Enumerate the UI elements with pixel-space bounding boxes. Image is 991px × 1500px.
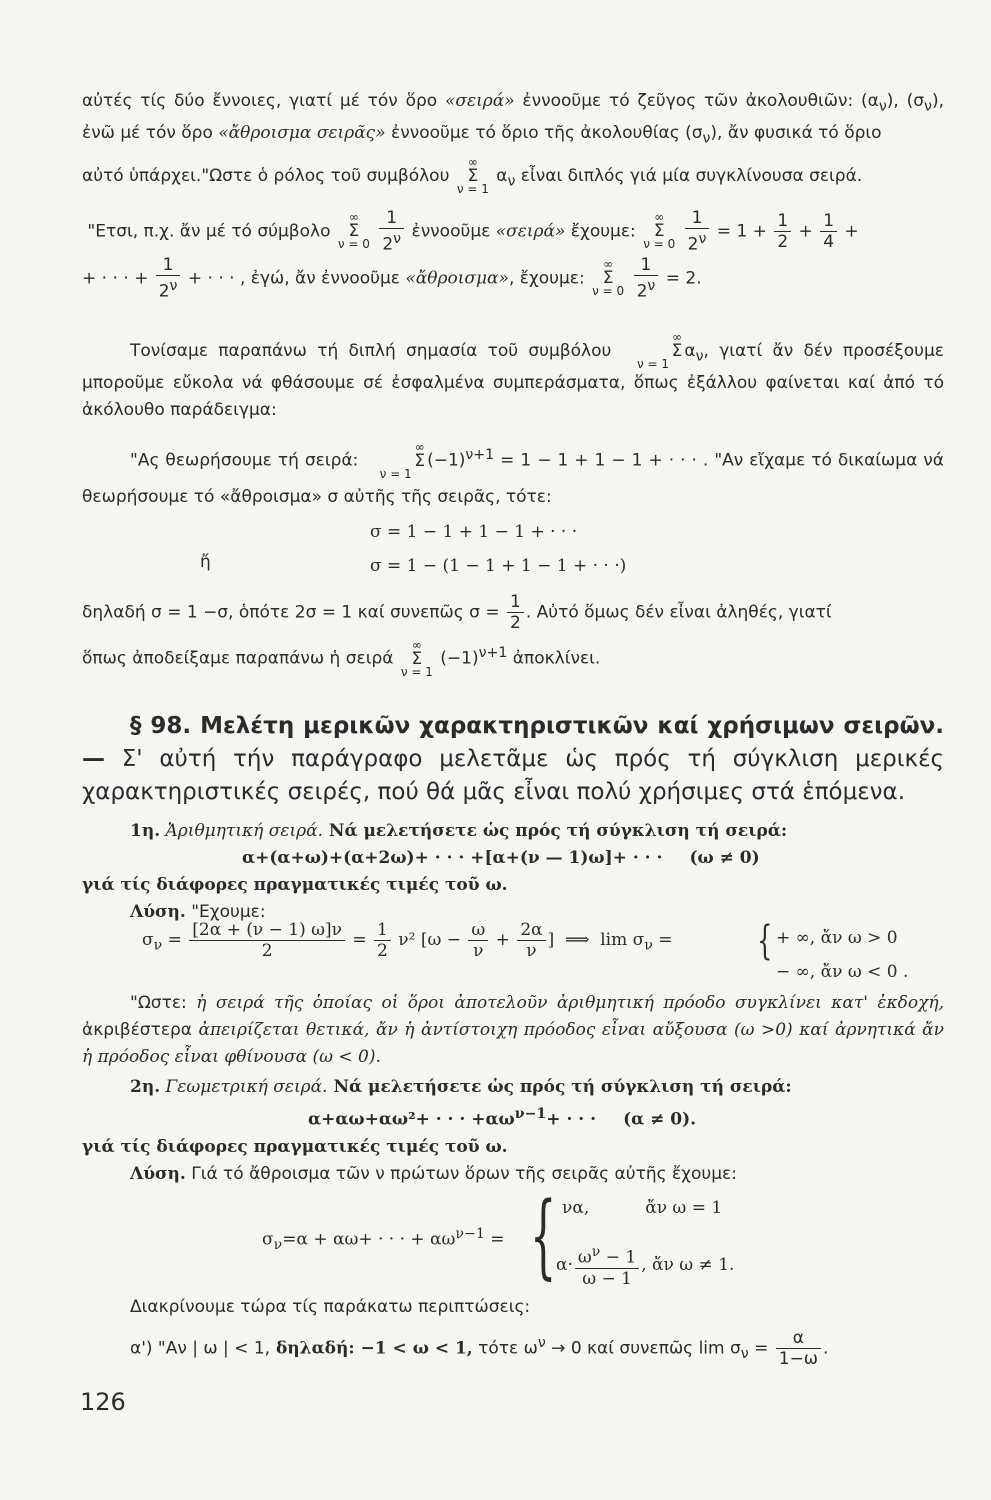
section-body: Σ' αὐτή τήν παράγραφο μελετᾶμε ὡς πρός τή σύγκλιση μερικές χαρακτηριστικές σειρές, πού θά μᾶς εἶναι πολύ χρήσιμες στά ἑπόμενα. — [82, 746, 944, 805]
paragraph-intro: αὐτές τίς δύο ἔννοιες, γιατί μέ τόν ὅρο «σειρά» ἐννοοῦμε τό ζεῦγος τῶν ἀκολουθιῶν: $(\alpha_\nu)$, $(\sigma_\nu)$, ἐνῶ μέ τόν ὅρο «ἄθροισμα σειρᾶς» ἐννοοῦμε τό ὅριο τῆς ἀκολουθίας $(\sigma_\nu)$, ἄν φυσικά τό ὅριο αὐτό ὑπάρχει."Ωστε ὁ ρόλος τοῦ συμβόλου ∞ Σ ν = 1 $\alpha_\nu$ εἶναι διπλός γιά μία συγκλίνουσα σειρά. — [82, 91, 944, 196]
geometric-cases: Διακρίνουμε τώρα τίς παράκατω περιπτώσεις: α') "Αν | ω | < 1, δηλαδή: −1 < ω < 1, τότε $\omega^\nu \to 0$ καί συνεπῶς $\lim \sigma_\nu$ = $\frac{\alpha}{1-\omega}$ . — [130, 1297, 829, 1370]
arithmetic-conclusion: "Ωστε: ἡ σειρά τῆς ὁποίας οἱ ὅροι ἀποτελοῦν ἀριθμητική πρόοδο συγκλίνει κατ' ἐκδοχή, ἀκριβέστερα ἀπειρίζεται θετικά, ἄν ἡ ἀντίστοιχη πρόοδος εἶναι αὔξουσα (ω >0) καί ἀρνητικά ἄν ἡ πρόοδος εἶναι φθίνουσα (ω < 0). — [82, 993, 944, 1067]
section-98 — [82, 710, 944, 809]
brace-left: { — [757, 918, 773, 964]
equation-or: ἤ — [200, 552, 211, 572]
section-title: § 98. Μελέτη μερικῶν χαρακτηριστικῶν καί χρήσιμων σειρῶν.— — [82, 713, 944, 772]
arithmetic-sum-formula: $\sigma_\nu$ = $\frac{[2\alpha + (\nu - 1) \omega]\nu}{2}$ = $\frac{1}{2}$ ν² [ω − $\frac{\omega}{\nu}$ + $\frac{2\alpha}{\nu}$ ] ⟹ $\lim \sigma_\nu$ = — [142, 920, 673, 961]
example-geometric-series: 2η. Γεωμετρική σειρά. Νά μελετήσετε ὡς πρός τή σύγκλιση τή σειρά: α+αω+αω²+ · · · $+\alpha\omega^{\nu-1}+$ · · · (α ≠ 0). γιά τίς διάφορες πραγματικές τιμές τοῦ ω. Λύση. Γιά τό ἄθροισμα τῶν ν πρώτων ὅρων τῆς σειρᾶς αὐτῆς ἔχουμε: — [82, 1077, 792, 1184]
sum-symbol: ∞ Σ ν = 1 — [456, 154, 489, 196]
page-number: 126 — [80, 1388, 126, 1416]
case-positive: + ∞, ἄν ω > 0 — [776, 928, 898, 948]
paragraph-warning: Τονίσαμε παραπάνω τή διπλή σημασία τοῦ συμβόλου ∞ Σ $\nu = 1\alpha_\nu$, γιατί ἄν δέν προσέξουμε μποροῦμε εὔκολα νά φθάσουμε σέ ἐσφαλμένα συμπεράσματα, ὅπως ἐξάλλου φαίνεται καί ἀπό τό ἀκόλουθο παράδειγμα: — [82, 330, 944, 421]
paragraph-example-sum: "Ετσι, π.χ. ἄν μέ τό σύμβολο ∞ Σ ν = 0 $\frac{1}{2^\nu}$ ἐννοοῦμε «σειρά» ἔχουμε: ∞ Σ ν = 0 $\frac{1}{2^\nu}$ = 1 + $\frac{1}{2}$ + $\frac{1}{4}$ + + · · · + $\frac{1}{2^\nu}$ + · · · , ἐγώ, ἄν ἐννοοῦμε «ἄθροισμα», ἔχουμε: ∞ Σ ν = 0 $\frac{1}{2^\nu}$ = 2. — [82, 208, 859, 302]
example-arithmetic-series: 1η. Ἀριθμητική σειρά. Νά μελετήσετε ὡς πρός τή σύγκλιση τή σειρά: α+(α+ω)+(α+2ω)+ · · · +[α+(ν — 1)ω]+ · · · (ω ≠ 0) γιά τίς διάφορες πραγματικές τιμές τοῦ ω. Λύση. "Εχουμε: — [82, 821, 788, 922]
equation-sigma-2: σ = 1 − (1 − 1 + 1 − 1 + · · ·) — [370, 556, 627, 576]
brace-cases: { — [530, 1182, 557, 1289]
geometric-sum-lhs: $\sigma_\nu=\alpha + \alpha\omega+$ · · · + $\alpha\omega^{\nu-1}$ = — [262, 1226, 505, 1254]
fraction: $\frac{1}{2^\nu}$ — [379, 208, 404, 255]
geometric-case-2: α· $\frac{\omega^\nu - 1}{\omega - 1}$ , ἄν ω ≠ 1. — [556, 1244, 735, 1289]
paragraph-contradiction: δηλαδή σ = 1 −σ, ὁπότε 2σ = 1 καί συνεπῶς σ = $\frac{1}{2}$ . Αὐτό ὅμως δέν εἶναι ἀληθές, γιατί ὅπως ἀποδείξαμε παραπάνω ἡ σειρά ∞ Σ ν = 1 $(-1)^{\nu+1}$ ἀποκλίνει. — [82, 592, 832, 679]
paragraph-counterexample: "Ας θεωρήσουμε τή σειρά: ∞ Σ $\nu = 1(-1)^{\nu+1} = 1 - 1 + 1 - 1$ + · · · . "Αν εἴχαμε τό δικαίωμα νά θεωρήσουμε τό «ἄθροισμα» σ αὐτῆς τῆς σειρᾶς, τότε: — [82, 439, 944, 507]
case-negative: − ∞, ἄν ω < 0 . — [776, 962, 909, 982]
geometric-case-1: να, ἄν ω = 1 — [562, 1198, 723, 1218]
equation-sigma-1: σ = 1 − 1 + 1 − 1 + · · · — [370, 522, 578, 542]
